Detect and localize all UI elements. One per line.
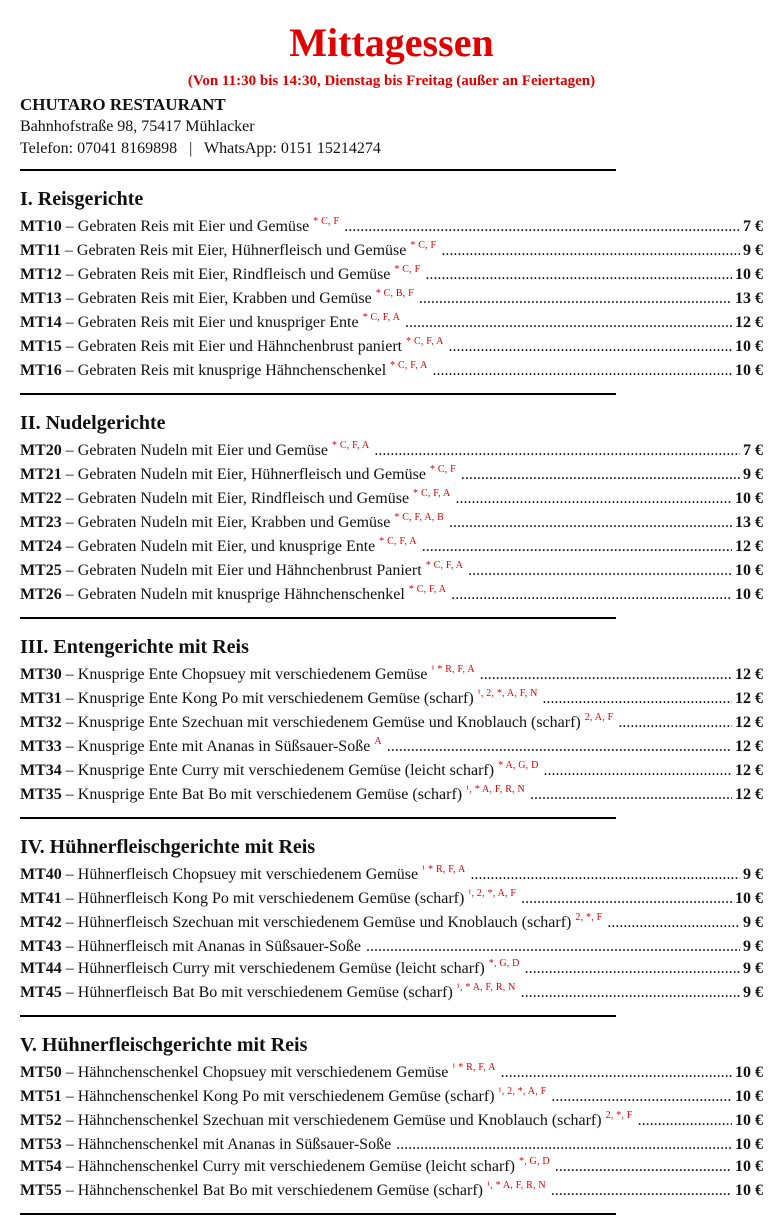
menu-item: [20, 440, 763, 464]
menu-item-list: [20, 1062, 763, 1204]
item-allergens: 2, *, F: [605, 1110, 633, 1121]
item-separator: –: [65, 786, 74, 803]
item-code: MT25: [20, 562, 62, 579]
item-allergens: * C, F, A: [390, 360, 428, 371]
item-price: 12 €: [735, 666, 763, 683]
page-title: Mittagessen: [289, 20, 494, 65]
item-allergens: A: [374, 736, 382, 747]
item-code: MT52: [20, 1112, 62, 1129]
item-code: MT23: [20, 514, 62, 531]
dot-leader: [422, 536, 732, 558]
menu-item: [20, 1134, 763, 1156]
item-allergens: * C, F, A: [413, 488, 451, 499]
dot-leader: [525, 958, 740, 980]
menu-item: [20, 240, 763, 264]
item-separator: –: [65, 338, 74, 355]
item-price: 12 €: [735, 762, 763, 779]
item-name: Hähnchenschenkel mit Ananas in Süßsauer-Soße: [77, 1136, 392, 1153]
item-separator: –: [65, 1136, 74, 1153]
item-allergens: ¹, * A, F, R, N: [456, 982, 516, 993]
item-code: MT54: [20, 1158, 62, 1175]
menu-item: [20, 958, 763, 982]
menu-item: [20, 936, 763, 958]
divider: [20, 169, 616, 171]
item-code: MT53: [20, 1136, 62, 1153]
dot-leader: [405, 312, 732, 334]
item-name: Gebraten Nudeln mit Eier und Gemüse: [77, 442, 328, 459]
item-name: Hühnerfleisch Bat Bo mit verschiedenem Gemüse (scharf): [77, 984, 453, 1001]
item-separator: –: [65, 866, 74, 883]
item-separator: –: [65, 714, 74, 731]
item-allergens: ¹, 2, *, A, F: [468, 888, 517, 899]
dot-leader: [638, 1110, 732, 1132]
menu-item: [20, 216, 763, 240]
item-price: 10 €: [735, 490, 763, 507]
dot-leader: [387, 736, 732, 758]
item-name: Hühnerfleisch mit Ananas in Süßsauer-Soße: [77, 938, 361, 955]
menu-section: [20, 834, 763, 1017]
item-allergens: ¹, * A, F, R, N: [466, 784, 525, 795]
divider: [20, 617, 616, 619]
dot-leader: [544, 760, 732, 782]
item-separator: –: [65, 466, 74, 483]
item-code: MT33: [20, 738, 62, 755]
item-allergens: *, G, D: [518, 1156, 550, 1167]
item-allergens: ¹, 2, *, A, F: [498, 1086, 547, 1097]
item-name: Hähnchenschenkel Szechuan mit verschiedenem Gemüse und Knoblauch (scharf): [77, 1112, 602, 1129]
item-code: MT16: [20, 362, 62, 379]
item-allergens: * C, F, A: [362, 312, 400, 323]
item-code: MT26: [20, 586, 62, 603]
item-price: 10 €: [735, 338, 763, 355]
item-code: MT34: [20, 762, 62, 779]
item-separator: –: [65, 762, 74, 779]
item-separator: –: [65, 314, 74, 331]
item-name: Hühnerfleisch Curry mit verschiedenem Gemüse (leicht scharf): [77, 960, 485, 977]
dot-leader: [555, 1156, 732, 1178]
section-title: I. Reisgerichte: [20, 188, 144, 210]
dot-leader: [425, 264, 732, 286]
item-code: MT41: [20, 890, 62, 907]
item-allergens: * C, F, A, B: [394, 512, 445, 523]
item-price: 10 €: [735, 1112, 763, 1129]
item-code: MT50: [20, 1064, 62, 1081]
item-allergens: ¹ * R, F, A: [452, 1062, 496, 1073]
menu-item: [20, 1180, 763, 1204]
item-price: 10 €: [735, 362, 763, 379]
dot-leader: [419, 288, 732, 310]
item-name: Gebraten Reis mit Eier, Krabben und Gemüse: [77, 290, 372, 307]
item-separator: –: [65, 562, 74, 579]
item-code: MT40: [20, 866, 62, 883]
menu-item: [20, 584, 763, 608]
section-title: II. Nudelgerichte: [20, 412, 166, 434]
item-price: 7 €: [743, 442, 763, 459]
item-separator: –: [65, 362, 74, 379]
item-code: MT22: [20, 490, 62, 507]
divider: [20, 1015, 616, 1017]
dot-leader: [461, 464, 740, 486]
menu-item: [20, 1086, 763, 1110]
item-allergens: 2, A, F: [584, 712, 614, 723]
restaurant-name: CHUTARO RESTAURANT: [20, 95, 226, 114]
item-allergens: * C, F: [429, 464, 456, 475]
item-code: MT13: [20, 290, 62, 307]
item-code: MT11: [20, 242, 61, 259]
section-title: V. Hühnerfleischgerichte mit Reis: [20, 1034, 308, 1056]
item-separator: –: [65, 1064, 74, 1081]
menu-item: [20, 912, 763, 936]
item-name: Knusprige Ente Bat Bo mit verschiedenem Gemüse (scharf): [77, 786, 463, 803]
menu-item: [20, 312, 763, 336]
item-separator: –: [65, 984, 74, 1001]
item-allergens: ¹ * R, F, A: [431, 664, 475, 675]
item-price: 10 €: [735, 1182, 763, 1199]
item-price: 10 €: [735, 586, 763, 603]
item-separator: –: [65, 890, 74, 907]
item-code: MT51: [20, 1088, 62, 1105]
item-separator: –: [65, 266, 74, 283]
item-allergens: * C, F: [410, 240, 437, 251]
item-separator: –: [65, 938, 74, 955]
menu-item: [20, 664, 763, 688]
item-price: 9 €: [743, 242, 763, 259]
dot-leader: [344, 216, 740, 238]
item-separator: –: [64, 242, 73, 259]
item-code: MT30: [20, 666, 62, 683]
item-allergens: 2, *, F: [575, 912, 603, 923]
item-name: Knusprige Ente Kong Po mit verschiedenem Gemüse (scharf): [77, 690, 474, 707]
item-allergens: ¹ * R, F, A: [422, 864, 466, 875]
item-name: Gebraten Nudeln mit knusprige Hähnchenschenkel: [77, 586, 405, 603]
item-name: Hühnerfleisch Chopsuey mit verschiedenem Gemüse: [77, 866, 419, 883]
item-price: 7 €: [743, 218, 763, 235]
item-code: MT14: [20, 314, 62, 331]
item-code: MT32: [20, 714, 62, 731]
menu-item: [20, 1110, 763, 1134]
dot-leader: [433, 360, 732, 382]
item-allergens: * C, F, A: [425, 560, 464, 571]
item-name: Hühnerfleisch Szechuan mit verschiedenem Gemüse und Knoblauch (scharf): [77, 914, 572, 931]
dot-leader: [521, 982, 740, 1004]
item-price: 10 €: [735, 1064, 763, 1081]
dot-leader: [449, 512, 732, 534]
item-price: 9 €: [743, 938, 763, 955]
item-name: Gebraten Reis mit Eier und Gemüse: [77, 218, 310, 235]
item-allergens: * A, G, D: [498, 760, 539, 771]
item-name: Gebraten Reis mit knusprige Hähnchenschenkel: [77, 362, 387, 379]
item-allergens: ¹, 2, *, A, F, N: [477, 688, 538, 699]
item-allergens: ¹, * A, F, R, N: [486, 1180, 546, 1191]
item-allergens: * C, F, A: [408, 584, 447, 595]
item-price: 12 €: [735, 538, 763, 555]
opening-hours: (Von 11:30 bis 14:30, Dienstag bis Freitag (außer an Feiertagen): [187, 73, 596, 89]
item-name: Knusprige Ente Szechuan mit verschiedenem Gemüse und Knoblauch (scharf): [77, 714, 581, 731]
dot-leader: [441, 240, 740, 262]
item-code: MT15: [20, 338, 62, 355]
dot-leader: [551, 1086, 732, 1108]
dot-leader: [451, 584, 732, 606]
item-price: 12 €: [735, 690, 763, 707]
item-allergens: * C, F, A: [406, 336, 444, 347]
menu-item: [20, 536, 763, 560]
item-separator: –: [65, 490, 74, 507]
item-allergens: * C, B, F: [375, 288, 414, 299]
item-separator: –: [65, 218, 74, 235]
item-price: 10 €: [735, 562, 763, 579]
item-price: 9 €: [743, 984, 763, 1001]
item-code: MT55: [20, 1182, 62, 1199]
divider: [20, 817, 616, 819]
menu-sections: [20, 186, 763, 1215]
item-name: Knusprige Ente mit Ananas in Süßsauer-Soße: [77, 738, 371, 755]
item-name: Gebraten Nudeln mit Eier, Krabben und Gemüse: [77, 514, 391, 531]
item-price: 13 €: [735, 290, 763, 307]
menu-item: [20, 1156, 763, 1180]
menu-item: [20, 760, 763, 784]
item-price: 10 €: [735, 266, 763, 283]
menu-item: [20, 712, 763, 736]
item-code: MT12: [20, 266, 62, 283]
dot-leader: [607, 912, 740, 934]
restaurant-contact: Telefon: 07041 8169898 | WhatsApp: 0151 15214274: [20, 140, 381, 157]
item-code: MT20: [20, 442, 62, 459]
item-price: 12 €: [735, 314, 763, 331]
menu-item: [20, 560, 763, 584]
menu-item: [20, 488, 763, 512]
menu-section: [20, 1032, 763, 1215]
item-allergens: *, G, D: [488, 958, 520, 969]
divider: [20, 393, 616, 395]
menu-item: [20, 888, 763, 912]
item-price: 13 €: [735, 514, 763, 531]
item-price: 9 €: [743, 914, 763, 931]
restaurant-address: Bahnhofstraße 98, 75417 Mühlacker: [20, 118, 255, 135]
item-name: Gebraten Nudeln mit Eier, und knusprige Ente: [77, 538, 376, 555]
item-name: Hähnchenschenkel Bat Bo mit verschiedenem Gemüse (scharf): [77, 1182, 483, 1199]
item-allergens: * C, F, A: [379, 536, 417, 547]
menu-section: [20, 634, 763, 819]
item-name: Gebraten Reis mit Eier, Hühnerfleisch und Gemüse: [76, 242, 407, 259]
item-name: Gebraten Reis mit Eier und knuspriger Ente: [77, 314, 359, 331]
menu-item-list: [20, 864, 763, 1006]
item-price: 9 €: [743, 960, 763, 977]
item-name: Gebraten Nudeln mit Eier und Hähnchenbrust Paniert: [77, 562, 422, 579]
item-separator: –: [65, 586, 74, 603]
dot-leader: [468, 560, 732, 582]
item-allergens: * C, F: [313, 216, 340, 227]
item-code: MT21: [20, 466, 62, 483]
item-price: 9 €: [743, 866, 763, 883]
dot-leader: [530, 784, 732, 806]
item-separator: –: [65, 914, 74, 931]
menu-item: [20, 736, 763, 760]
section-title: IV. Hühnerfleischgerichte mit Reis: [20, 836, 316, 858]
menu-item: [20, 982, 763, 1006]
item-name: Hühnerfleisch Kong Po mit verschiedenem Gemüse (scharf): [77, 890, 465, 907]
item-separator: –: [65, 960, 74, 977]
item-name: Gebraten Reis mit Eier und Hähnchenbrust paniert: [77, 338, 403, 355]
item-code: MT44: [20, 960, 62, 977]
item-code: MT24: [20, 538, 62, 555]
dot-leader: [455, 488, 732, 510]
dot-leader: [551, 1180, 732, 1202]
item-separator: –: [65, 690, 74, 707]
item-name: Knusprige Ente Curry mit verschiedenem Gemüse (leicht scharf): [77, 762, 495, 779]
item-price: 12 €: [735, 786, 763, 803]
menu-item: [20, 360, 763, 384]
item-name: Gebraten Reis mit Eier, Rindfleisch und Gemüse: [77, 266, 391, 283]
menu-item: [20, 864, 763, 888]
menu-section: [20, 186, 763, 395]
item-separator: –: [65, 1112, 74, 1129]
item-price: 10 €: [735, 1088, 763, 1105]
item-separator: –: [65, 1158, 74, 1175]
menu-item-list: [20, 216, 763, 384]
item-separator: –: [65, 1182, 74, 1199]
item-allergens: * C, F, A: [331, 440, 370, 451]
item-price: 10 €: [735, 890, 763, 907]
item-price: 10 €: [735, 1158, 763, 1175]
menu-item-list: [20, 440, 763, 608]
item-name: Hähnchenschenkel Curry mit verschiedenem Gemüse (leicht scharf): [77, 1158, 515, 1175]
dot-leader: [543, 688, 732, 710]
item-name: Gebraten Nudeln mit Eier, Hühnerfleisch und Gemüse: [77, 466, 426, 483]
menu-item: [20, 464, 763, 488]
item-code: MT10: [20, 218, 62, 235]
menu-item: [20, 1062, 763, 1086]
item-separator: –: [65, 442, 74, 459]
item-separator: –: [65, 738, 74, 755]
dot-leader: [366, 936, 740, 958]
item-code: MT35: [20, 786, 62, 803]
item-allergens: * C, F: [394, 264, 421, 275]
item-code: MT31: [20, 690, 62, 707]
item-price: 12 €: [735, 714, 763, 731]
item-name: Hähnchenschenkel Kong Po mit verschiedenem Gemüse (scharf): [77, 1088, 495, 1105]
item-price: 12 €: [735, 738, 763, 755]
menu-item: [20, 688, 763, 712]
item-name: Hähnchenschenkel Chopsuey mit verschiedenem Gemüse: [77, 1064, 449, 1081]
menu-item-list: [20, 664, 763, 808]
menu-item: [20, 784, 763, 808]
dot-leader: [521, 888, 732, 910]
item-separator: –: [65, 666, 74, 683]
item-separator: –: [65, 290, 74, 307]
item-name: Gebraten Nudeln mit Eier, Rindfleisch und Gemüse: [77, 490, 410, 507]
dot-leader: [449, 336, 732, 358]
item-separator: –: [65, 514, 74, 531]
item-code: MT42: [20, 914, 62, 931]
dot-leader: [618, 712, 732, 734]
menu-section: [20, 410, 763, 619]
item-price: 10 €: [735, 1136, 763, 1153]
item-separator: –: [65, 538, 74, 555]
item-name: Knusprige Ente Chopsuey mit verschiedenem Gemüse: [77, 666, 428, 683]
item-separator: –: [65, 1088, 74, 1105]
item-code: MT43: [20, 938, 62, 955]
dot-leader: [396, 1134, 732, 1156]
section-title: III. Entengerichte mit Reis: [20, 636, 249, 658]
item-code: MT45: [20, 984, 62, 1001]
item-price: 9 €: [743, 466, 763, 483]
